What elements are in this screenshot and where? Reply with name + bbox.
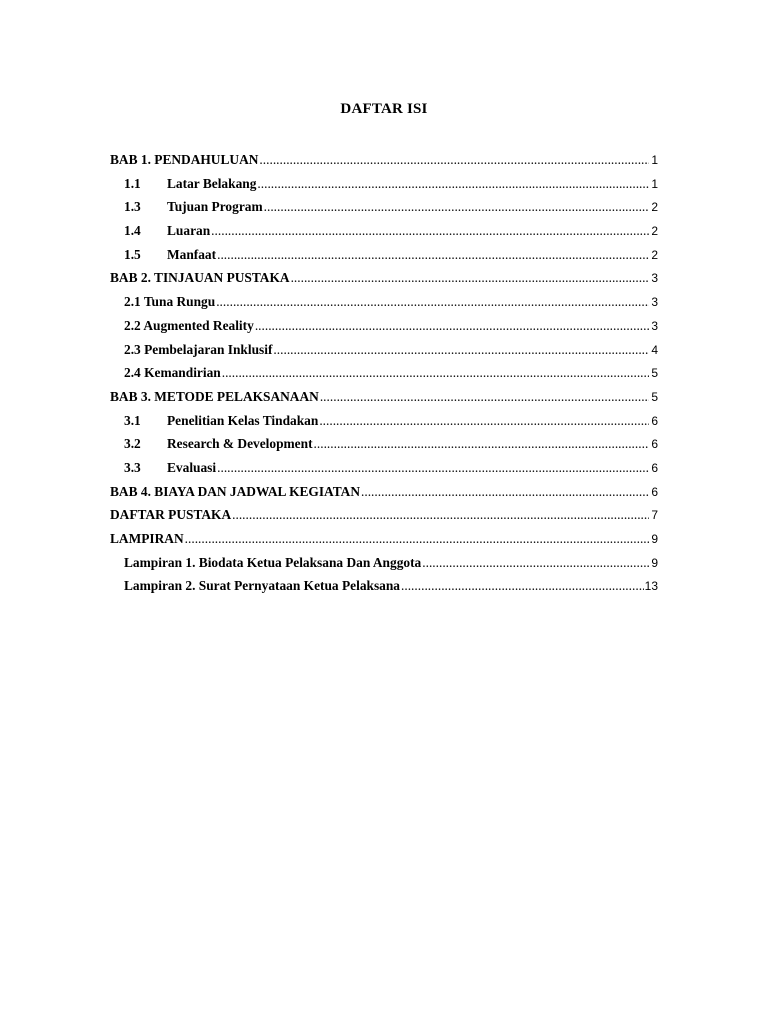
- toc-entry[interactable]: [110, 460, 658, 484]
- toc-entry[interactable]: [110, 413, 658, 437]
- toc-entry-page-number: 4: [651, 342, 658, 357]
- toc-entry[interactable]: [110, 318, 658, 342]
- toc-dot-leader: [273, 342, 649, 358]
- toc-dot-leader: [185, 531, 649, 547]
- toc-dot-leader: [211, 223, 649, 239]
- toc-dot-leader: [259, 152, 649, 168]
- toc-entry[interactable]: [110, 578, 658, 602]
- toc-entry-label: BAB 2. TINJAUAN PUSTAKA: [110, 270, 290, 286]
- toc-entry-page-number: 1: [651, 176, 658, 191]
- toc-entry[interactable]: [110, 484, 658, 508]
- toc-entry-number: 1.4: [124, 223, 141, 239]
- toc-entry-label: Tujuan Program: [167, 199, 263, 215]
- toc-entry[interactable]: [110, 531, 658, 555]
- toc-entry[interactable]: [110, 152, 658, 176]
- toc-entry-page-number: 3: [651, 318, 658, 333]
- toc-dot-leader: [361, 484, 649, 500]
- toc-dot-leader: [257, 176, 649, 192]
- toc-entry-number: 3.1: [124, 412, 141, 428]
- toc-entry[interactable]: [110, 199, 658, 223]
- toc-entry-label: LAMPIRAN: [110, 531, 184, 546]
- toc-entry-label: 2.1 Tuna Rungu: [124, 294, 216, 310]
- toc-entry-page-number: 6: [651, 484, 658, 499]
- toc-entry-page-number: 9: [651, 555, 658, 570]
- toc-dot-leader: [217, 247, 649, 263]
- toc-entry-page-number: 9: [651, 532, 658, 546]
- toc-entry-page-number: 6: [651, 437, 658, 452]
- toc-entry[interactable]: [110, 389, 658, 413]
- toc-entry-page-number: 3: [651, 295, 658, 310]
- toc-entry-label: BAB 3. METODE PELAKSANAAN: [110, 388, 319, 404]
- toc-dot-leader: [422, 555, 649, 571]
- toc-entry-number: 1.1: [124, 175, 141, 191]
- toc-entry-label: Luaran: [167, 223, 211, 239]
- toc-entry-page-number: 6: [651, 460, 658, 475]
- toc-entry-number: 1.3: [124, 199, 141, 215]
- toc-dot-leader: [255, 318, 649, 334]
- toc-entry-label: 2.3 Pembelajaran Inklusif: [124, 341, 273, 357]
- toc-dot-leader: [216, 294, 649, 310]
- toc-entry-label: 2.4 Kemandirian: [124, 365, 221, 381]
- toc-entry-page-number: 5: [651, 366, 658, 381]
- toc-dot-leader: [314, 436, 649, 452]
- toc-entry-label: Lampiran 2. Surat Pernyataan Ketua Pelaksana: [124, 578, 401, 594]
- toc-entry[interactable]: [110, 223, 658, 247]
- toc-entry-label: BAB 4. BIAYA DAN JADWAL KEGIATAN: [110, 483, 361, 499]
- toc-entry-page-number: 13: [644, 579, 658, 594]
- toc-entry-label: Latar Belakang: [167, 175, 257, 191]
- toc-entry-label: 2.2 Augmented Reality: [124, 317, 254, 333]
- toc-entry-page-number: 3: [651, 271, 658, 286]
- toc-entry-label: DAFTAR PUSTAKA: [110, 507, 232, 523]
- toc-entry-page-number: 2: [651, 247, 658, 262]
- toc-entry-number: 3.2: [124, 436, 141, 452]
- toc-entry[interactable]: [110, 555, 658, 579]
- toc-entry[interactable]: [110, 294, 658, 318]
- toc-entry-label: BAB 1. PENDAHULUAN: [110, 152, 259, 167]
- toc-entry[interactable]: [110, 176, 658, 200]
- toc-entry-page-number: 6: [651, 413, 658, 428]
- toc-dot-leader: [264, 199, 649, 215]
- toc-dot-leader: [217, 460, 649, 476]
- toc-entry[interactable]: [110, 436, 658, 460]
- toc-entry-label: Research & Development: [167, 436, 313, 452]
- toc-entry-page-number: 1: [651, 153, 658, 167]
- toc-entry-page-number: 5: [651, 389, 658, 404]
- toc-entry-label: Lampiran 1. Biodata Ketua Pelaksana Dan Anggota: [124, 554, 422, 570]
- toc-dot-leader: [319, 413, 649, 429]
- toc-entry-label: Evaluasi: [167, 459, 217, 475]
- toc-entry-page-number: 7: [651, 508, 658, 523]
- toc-entry-label: Manfaat: [167, 246, 217, 262]
- table-of-contents: [110, 152, 658, 602]
- toc-dot-leader: [232, 507, 649, 523]
- toc-entry-number: 3.3: [124, 459, 141, 475]
- toc-dot-leader: [222, 365, 649, 381]
- toc-entry-number: 1.5: [124, 246, 141, 262]
- toc-dot-leader: [401, 578, 644, 594]
- toc-entry-page-number: 2: [651, 224, 658, 239]
- page-title: DAFTAR ISI: [340, 101, 428, 117]
- toc-entry-label: Penelitian Kelas Tindakan: [167, 412, 319, 428]
- toc-dot-leader: [291, 270, 649, 286]
- toc-entry-page-number: 2: [651, 200, 658, 215]
- toc-entry[interactable]: [110, 365, 658, 389]
- toc-entry[interactable]: [110, 507, 658, 531]
- toc-entry[interactable]: [110, 342, 658, 366]
- toc-dot-leader: [320, 389, 649, 405]
- toc-entry[interactable]: [110, 270, 658, 294]
- toc-entry[interactable]: [110, 247, 658, 271]
